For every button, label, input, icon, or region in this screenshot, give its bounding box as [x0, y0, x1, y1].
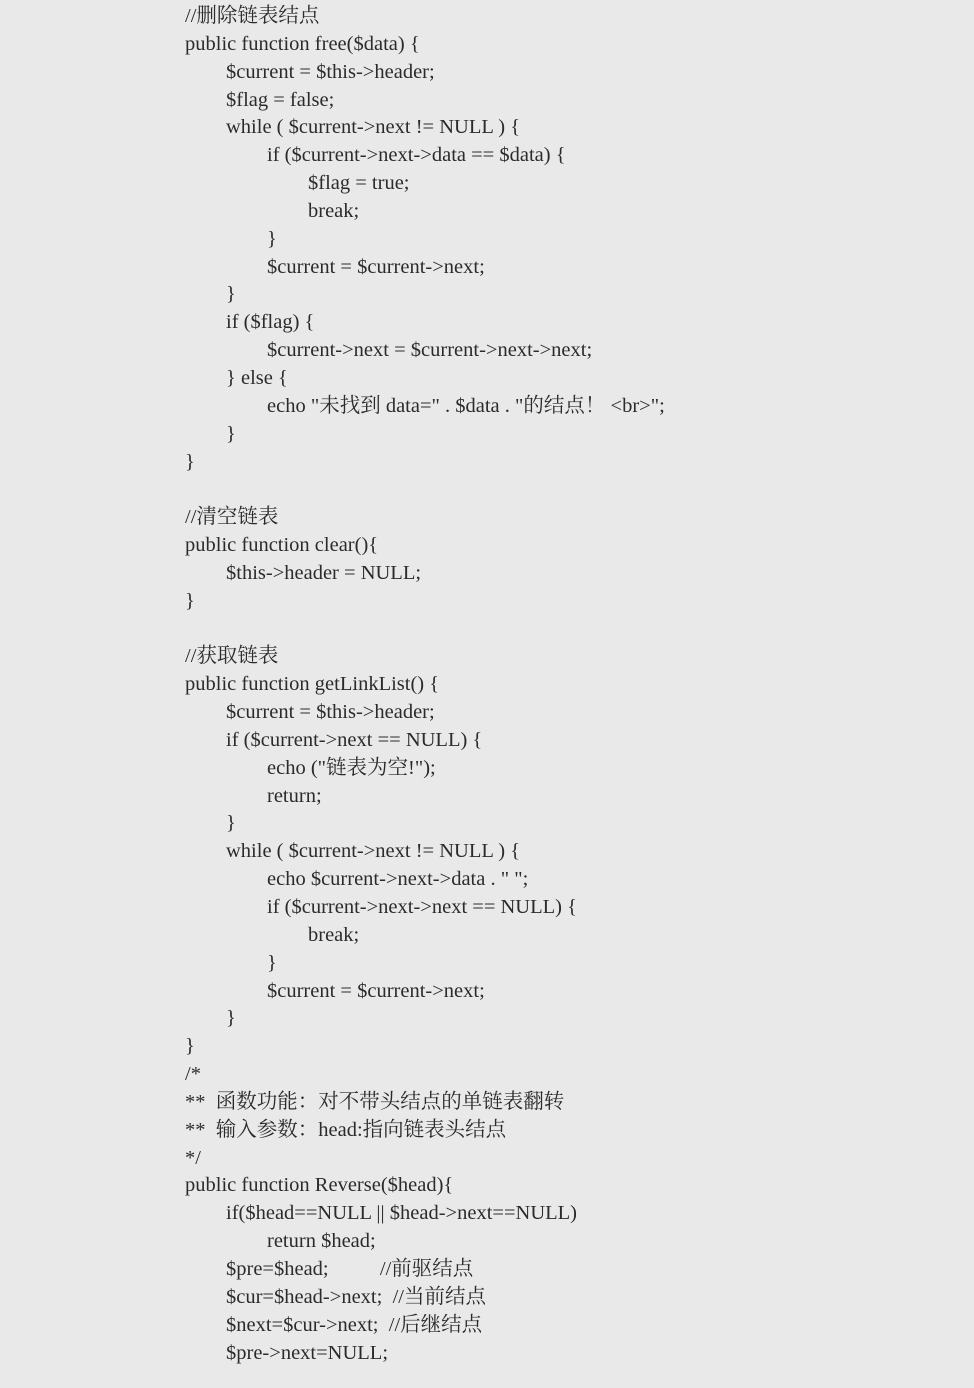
code-line: $current = $current->next; [267, 255, 485, 278]
code-line: $current->next = $current->next->next; [267, 339, 593, 362]
code-line: public function clear(){ [185, 534, 379, 557]
code-line: if($head==NULL || $head->next==NULL) [226, 1202, 578, 1225]
code-line: break; [308, 923, 360, 946]
code-line: } [185, 589, 195, 612]
code-line: */ [185, 1146, 201, 1169]
code-line: while ( $current->next != NULL ) { [226, 840, 521, 863]
code-line: } [226, 422, 236, 445]
code-line: $current = $this->header; [226, 60, 435, 83]
code-line: ** 函数功能：对不带头结点的单链表翻转 [185, 1090, 565, 1113]
code-line: ** 输入参数：head:指向链表头结点 [185, 1118, 507, 1141]
code-line: } [226, 812, 236, 835]
code-line: } [185, 450, 195, 473]
code-line: $pre=$head; //前驱结点 [226, 1257, 474, 1280]
code-line: } else { [226, 366, 288, 389]
code-line: public function free($data) { [185, 32, 420, 55]
code-line: } [267, 951, 277, 974]
code-line: $cur=$head->next; //当前结点 [226, 1285, 486, 1308]
code-line: } [226, 283, 236, 306]
code-line: return; [267, 784, 322, 807]
code-line: $next=$cur->next; //后继结点 [226, 1313, 483, 1336]
code-line: $current = $current->next; [267, 979, 485, 1002]
code-line: $flag = false; [226, 88, 335, 111]
code-line: $current = $this->header; [226, 701, 435, 724]
code-line: $flag = true; [308, 172, 410, 195]
code-line: break; [308, 199, 360, 222]
code-line: if ($current->next->next == NULL) { [267, 896, 577, 918]
code-line: } [267, 227, 277, 250]
code-line [185, 616, 665, 644]
code-line: return $head; [267, 1230, 376, 1253]
code-line: echo ("链表为空!"); [267, 756, 436, 779]
code-line: //删除链表结点 [185, 5, 320, 27]
code-line: if ($current->next->data == $data) { [267, 144, 566, 167]
code-line: //清空链表 [185, 506, 279, 529]
code-line: $pre->next=NULL; [226, 1341, 389, 1364]
code-line: if ($flag) { [226, 311, 315, 334]
code-line: } [185, 1035, 195, 1058]
code-line: $this->header = NULL; [226, 561, 422, 584]
code-line [185, 476, 665, 504]
code-line: echo "未找到 data=" . $data . "的结点！ <br>"; [267, 394, 665, 417]
code-line: echo $current->next->data . " "; [267, 868, 529, 891]
code-line: public function getLinkList() { [185, 673, 440, 696]
code-line: } [226, 1007, 236, 1030]
code-line: /* [185, 1063, 201, 1086]
code-listing [185, 3, 665, 1367]
code-line: while ( $current->next != NULL ) { [226, 116, 521, 139]
code-line: if ($current->next == NULL) { [226, 728, 483, 751]
code-line: public function Reverse($head){ [185, 1174, 454, 1197]
code-line: //获取链表 [185, 645, 279, 668]
